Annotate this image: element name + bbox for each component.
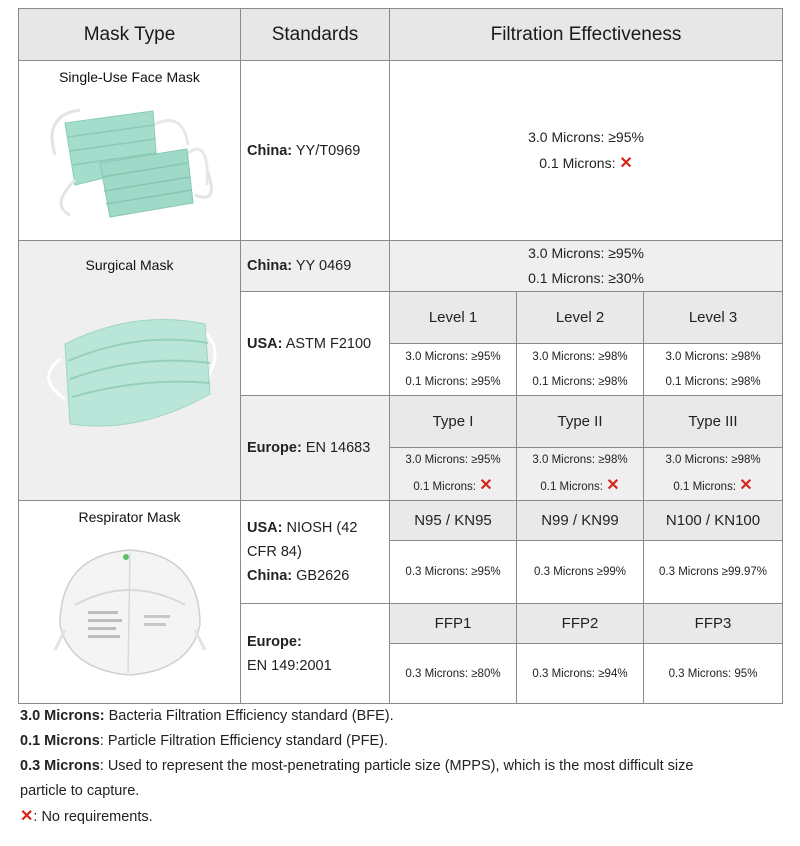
note-pfe-text: : Particle Filtration Efficiency standard (PFE). [99,733,389,749]
respirator-mask-image [40,535,220,685]
red-x-icon: ✕ [479,477,493,494]
note-bfe-text: Bacteria Filtration Efficiency standard (BFE). [104,708,394,724]
respirator-usa-line1 [247,516,389,540]
type-1-values [390,448,517,501]
note-no-req [20,804,780,830]
footnotes [20,704,780,830]
single-use-effectiveness [390,61,783,241]
type-3-line2-wrap [644,473,782,500]
single-use-standard [241,61,390,241]
red-x-icon: ✕ [606,477,620,494]
respirator-usa-header-row [19,501,783,541]
surgical-china-region: China: [247,258,293,274]
mask-comparison-table [18,8,783,704]
n100-header: N100 / KN100 [644,501,783,541]
surgical-china-standard [241,241,390,292]
single-use-mask-image [35,85,225,225]
ffp1-header: FFP1 [390,604,517,644]
respirator-europe-region: Europe: [247,633,302,650]
surgical-europe-code: EN 14683 [305,440,371,456]
level-3-line1: 3.0 Microns: ≥98% [665,350,761,363]
respirator-china-region: China: [247,568,293,584]
single-use-eff-line2: 0.1 Microns: [539,155,616,171]
level-1-line1: 3.0 Microns: ≥95% [405,350,501,363]
surgical-europe-region: Europe: [247,440,302,456]
surgical-mask-cell [19,241,241,501]
type-2-values [517,448,644,501]
note-bfe [20,704,780,729]
surgical-china-code: YY 0469 [295,258,352,274]
type-3-line2: 0.1 Microns: [673,481,737,493]
single-use-eff-line2-wrap [390,150,782,177]
note-mpps-text: : Used to represent the most-penetrating particle size (MPPS), which is the most difficult size [99,758,694,774]
ffp3-value: 0.3 Microns: 95% [644,644,783,704]
type-2-line2: 0.1 Microns: [540,481,604,493]
respirator-china-line [247,564,389,588]
type-2-line2-wrap [517,473,643,500]
surgical-europe-standard [241,396,390,501]
single-use-eff-line1: 3.0 Microns: ≥95% [528,129,644,145]
surgical-china-eff-line1: 3.0 Microns: ≥95% [528,245,644,261]
level-2-line2: 0.1 Microns: ≥98% [532,375,628,388]
respirator-usa-code-b: CFR 84) [247,544,302,560]
surgical-usa-standard [241,292,390,396]
type-2-line1: 3.0 Microns: ≥98% [532,454,628,466]
surgical-china-effectiveness [390,241,783,292]
single-use-standard-region: China: [247,142,293,159]
surgical-china-eff-line2: 0.1 Microns: ≥30% [528,270,644,286]
note-bfe-label: 3.0 Microns: [20,708,105,724]
red-x-icon: ✕ [619,155,633,172]
respirator-usa-code-a: NIOSH (42 [286,520,358,536]
n95-value: 0.3 Microns: ≥95% [390,541,517,604]
respirator-europe-code: EN 149:2001 [247,657,332,674]
header-row [19,9,783,61]
n99-value: 0.3 Microns ≥99% [517,541,644,604]
header-standards: Standards [241,9,390,61]
surgical-title: Surgical Mask [85,257,174,273]
red-x-icon: ✕ [20,808,34,825]
single-use-standard-code: YY/T0969 [295,142,361,159]
note-pfe [20,729,780,754]
header-mask-type: Mask Type [19,9,241,61]
type-3-line1: 3.0 Microns: ≥98% [665,454,761,466]
level-3-values [644,344,783,396]
level-1-line2: 0.1 Microns: ≥95% [405,375,501,388]
respirator-title: Respirator Mask [78,509,181,525]
surgical-mask-image [30,289,230,439]
note-mpps [20,754,780,779]
ffp2-value: 0.3 Microns: ≥94% [517,644,644,704]
surgical-usa-code: ASTM F2100 [285,335,372,352]
type-1-line2: 0.1 Microns: [413,481,477,493]
single-use-title: Single-Use Face Mask [59,69,200,85]
n99-header: N99 / KN99 [517,501,644,541]
type-1-line1: 3.0 Microns: ≥95% [405,454,501,466]
type-1-header: Type I [390,396,517,448]
level-2-line1: 3.0 Microns: ≥98% [532,350,628,363]
level-2-header: Level 2 [517,292,644,344]
type-3-values [644,448,783,501]
respirator-usa-region: USA: [247,520,283,536]
n100-value: 0.3 Microns ≥99.97% [644,541,783,604]
surgical-china-row [19,241,783,292]
ffp3-header: FFP3 [644,604,783,644]
respirator-mask-cell [19,501,241,704]
single-use-mask-cell [19,61,241,241]
level-1-values [390,344,517,396]
surgical-usa-region: USA: [247,335,283,352]
type-2-header: Type II [517,396,644,448]
level-3-header: Level 3 [644,292,783,344]
note-mpps-cont: particle to capture. [20,783,140,799]
respirator-china-code: GB2626 [296,568,350,584]
note-no-req-text: : No requirements. [33,809,153,825]
ffp1-value: 0.3 Microns: ≥80% [390,644,517,704]
level-3-line2: 0.1 Microns: ≥98% [665,375,761,388]
header-filtration: Filtration Effectiveness [390,9,783,61]
type-3-header: Type III [644,396,783,448]
type-1-line2-wrap [390,473,516,500]
respirator-europe-standard [241,604,390,704]
red-x-icon: ✕ [739,477,753,494]
note-mpps-label: 0.3 Microns [20,758,100,774]
level-1-header: Level 1 [390,292,517,344]
n95-header: N95 / KN95 [390,501,517,541]
respirator-usa-china-standard [241,501,390,604]
ffp2-header: FFP2 [517,604,644,644]
level-2-values [517,344,644,396]
single-use-row [19,61,783,241]
note-pfe-label: 0.1 Microns [20,733,100,749]
